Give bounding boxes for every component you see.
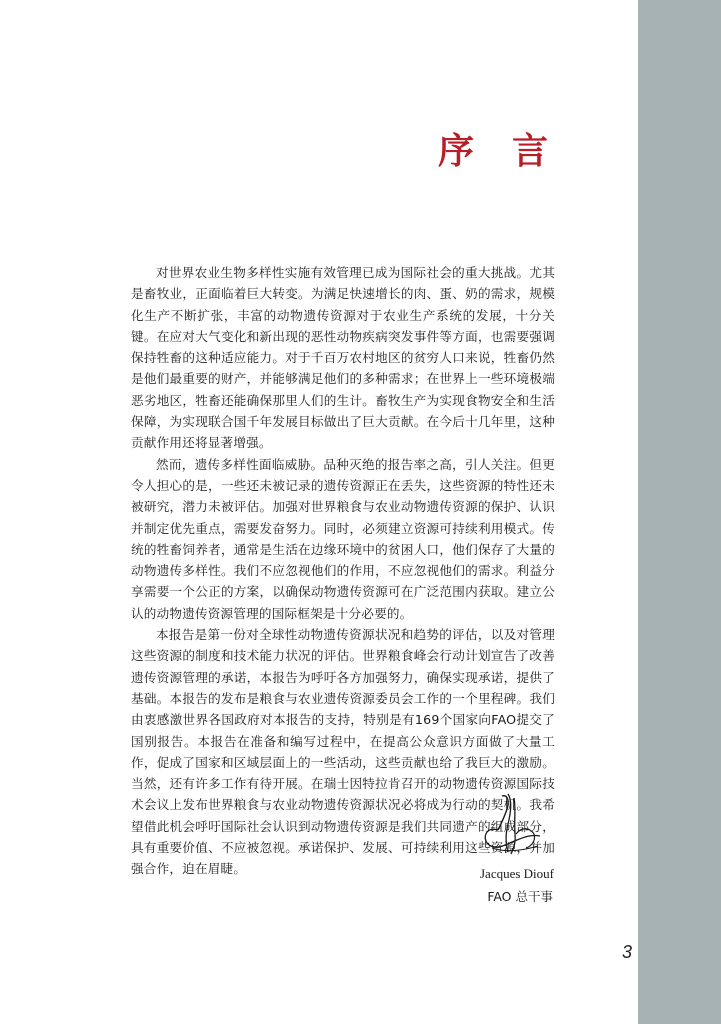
page-number: 3 bbox=[622, 942, 633, 962]
title-char-2: 言 bbox=[511, 131, 550, 172]
title-char-1: 序 bbox=[437, 131, 476, 172]
page-title bbox=[438, 128, 550, 176]
signature-image bbox=[478, 790, 548, 860]
signatory-name: Jacques Diouf bbox=[479, 866, 554, 881]
paragraph-3: 本报告是第一份对全球性动物遗传资源状况和趋势的评估，以及对管理这些资源的制度和技术能力状况的评估。世界粮食峰会行动计划宣告了改善遗传资源管理的承诺，本报告为呼吁各方加强努力，确保实现承诺，提供了基础。本报告的发布是粮食与农业遗传资源委员会工作的一个里程碑。我们由衷感激世界各国政府对本报告的支持，特别是有169个国家向FAO提交了国别报告。本报告在准备和编写过程中，在提高公众意识方面做了大量工作，促成了国家和区域层面上的一些活动，这些贡献也给了我巨大的激励。当然，还有许多工作有待开展。在瑞士因特拉肯召开的动物遗传资源国际技术会议上发布世界粮食与农业动物遗传资源状况必将成为行动的契机。我希望借此机会呼吁国际社会认识到动物遗传资源是我们共同遗产的组成部分，具有重要价值、不应被忽视。承诺保护、发展、可持续利用这些资源，并加强合作，迫在眉睫。 bbox=[131, 627, 555, 877]
side-band bbox=[638, 0, 721, 1024]
signatory-role: FAO 总干事 bbox=[487, 889, 553, 904]
paragraph-1: 对世界农业生物多样性实施有效管理已成为国际社会的重大挑战。尤其是畜牧业，正面临着巨大转变。为满足快速增长的肉、蛋、奶的需求，规模化生产不断扩张，丰富的动物遗传资源对于农业生产系统的发展，十分关键。在应对大气变化和新出现的恶性动物疾病突发事件等方面，也需要强调保持牲畜的这种适应能力。对于千百万农村地区的贫穷人口来说，牲畜仍然是他们最重要的财产，并能够满足他们的多种需求；在世界上一些环境极端恶劣地区，牲畜还能确保那里人们的生计。畜牧生产为实现食物安全和生活保障，为实现联合国千年发展目标做出了巨大贡献。在今后十几年里，这种贡献作用还将显著增强。 bbox=[131, 265, 555, 451]
preface-body bbox=[131, 262, 555, 880]
paragraph-2: 然而，遗传多样性面临威胁。品种灭绝的报告率之高，引人关注。但更令人担心的是，一些还未被记录的遗传资源正在丢失，这些资源的特性还未被研究，潜力未被评估。加强对世界粮食与农业动物遗传资源的保护、认识并制定优先重点，需要发奋努力。同时，必须建立资源可持续利用模式。传统的牲畜饲养者，通常是生活在边缘环境中的贫困人口，他们保存了大量的动物遗传多样性。我们不应忽视他们的作用，不应忽视他们的需求。利益分享需要一个公正的方案，以确保动物遗传资源可在广泛范围内获取。建立公认的动物遗传资源管理的国际框架是十分必要的。 bbox=[131, 456, 555, 621]
